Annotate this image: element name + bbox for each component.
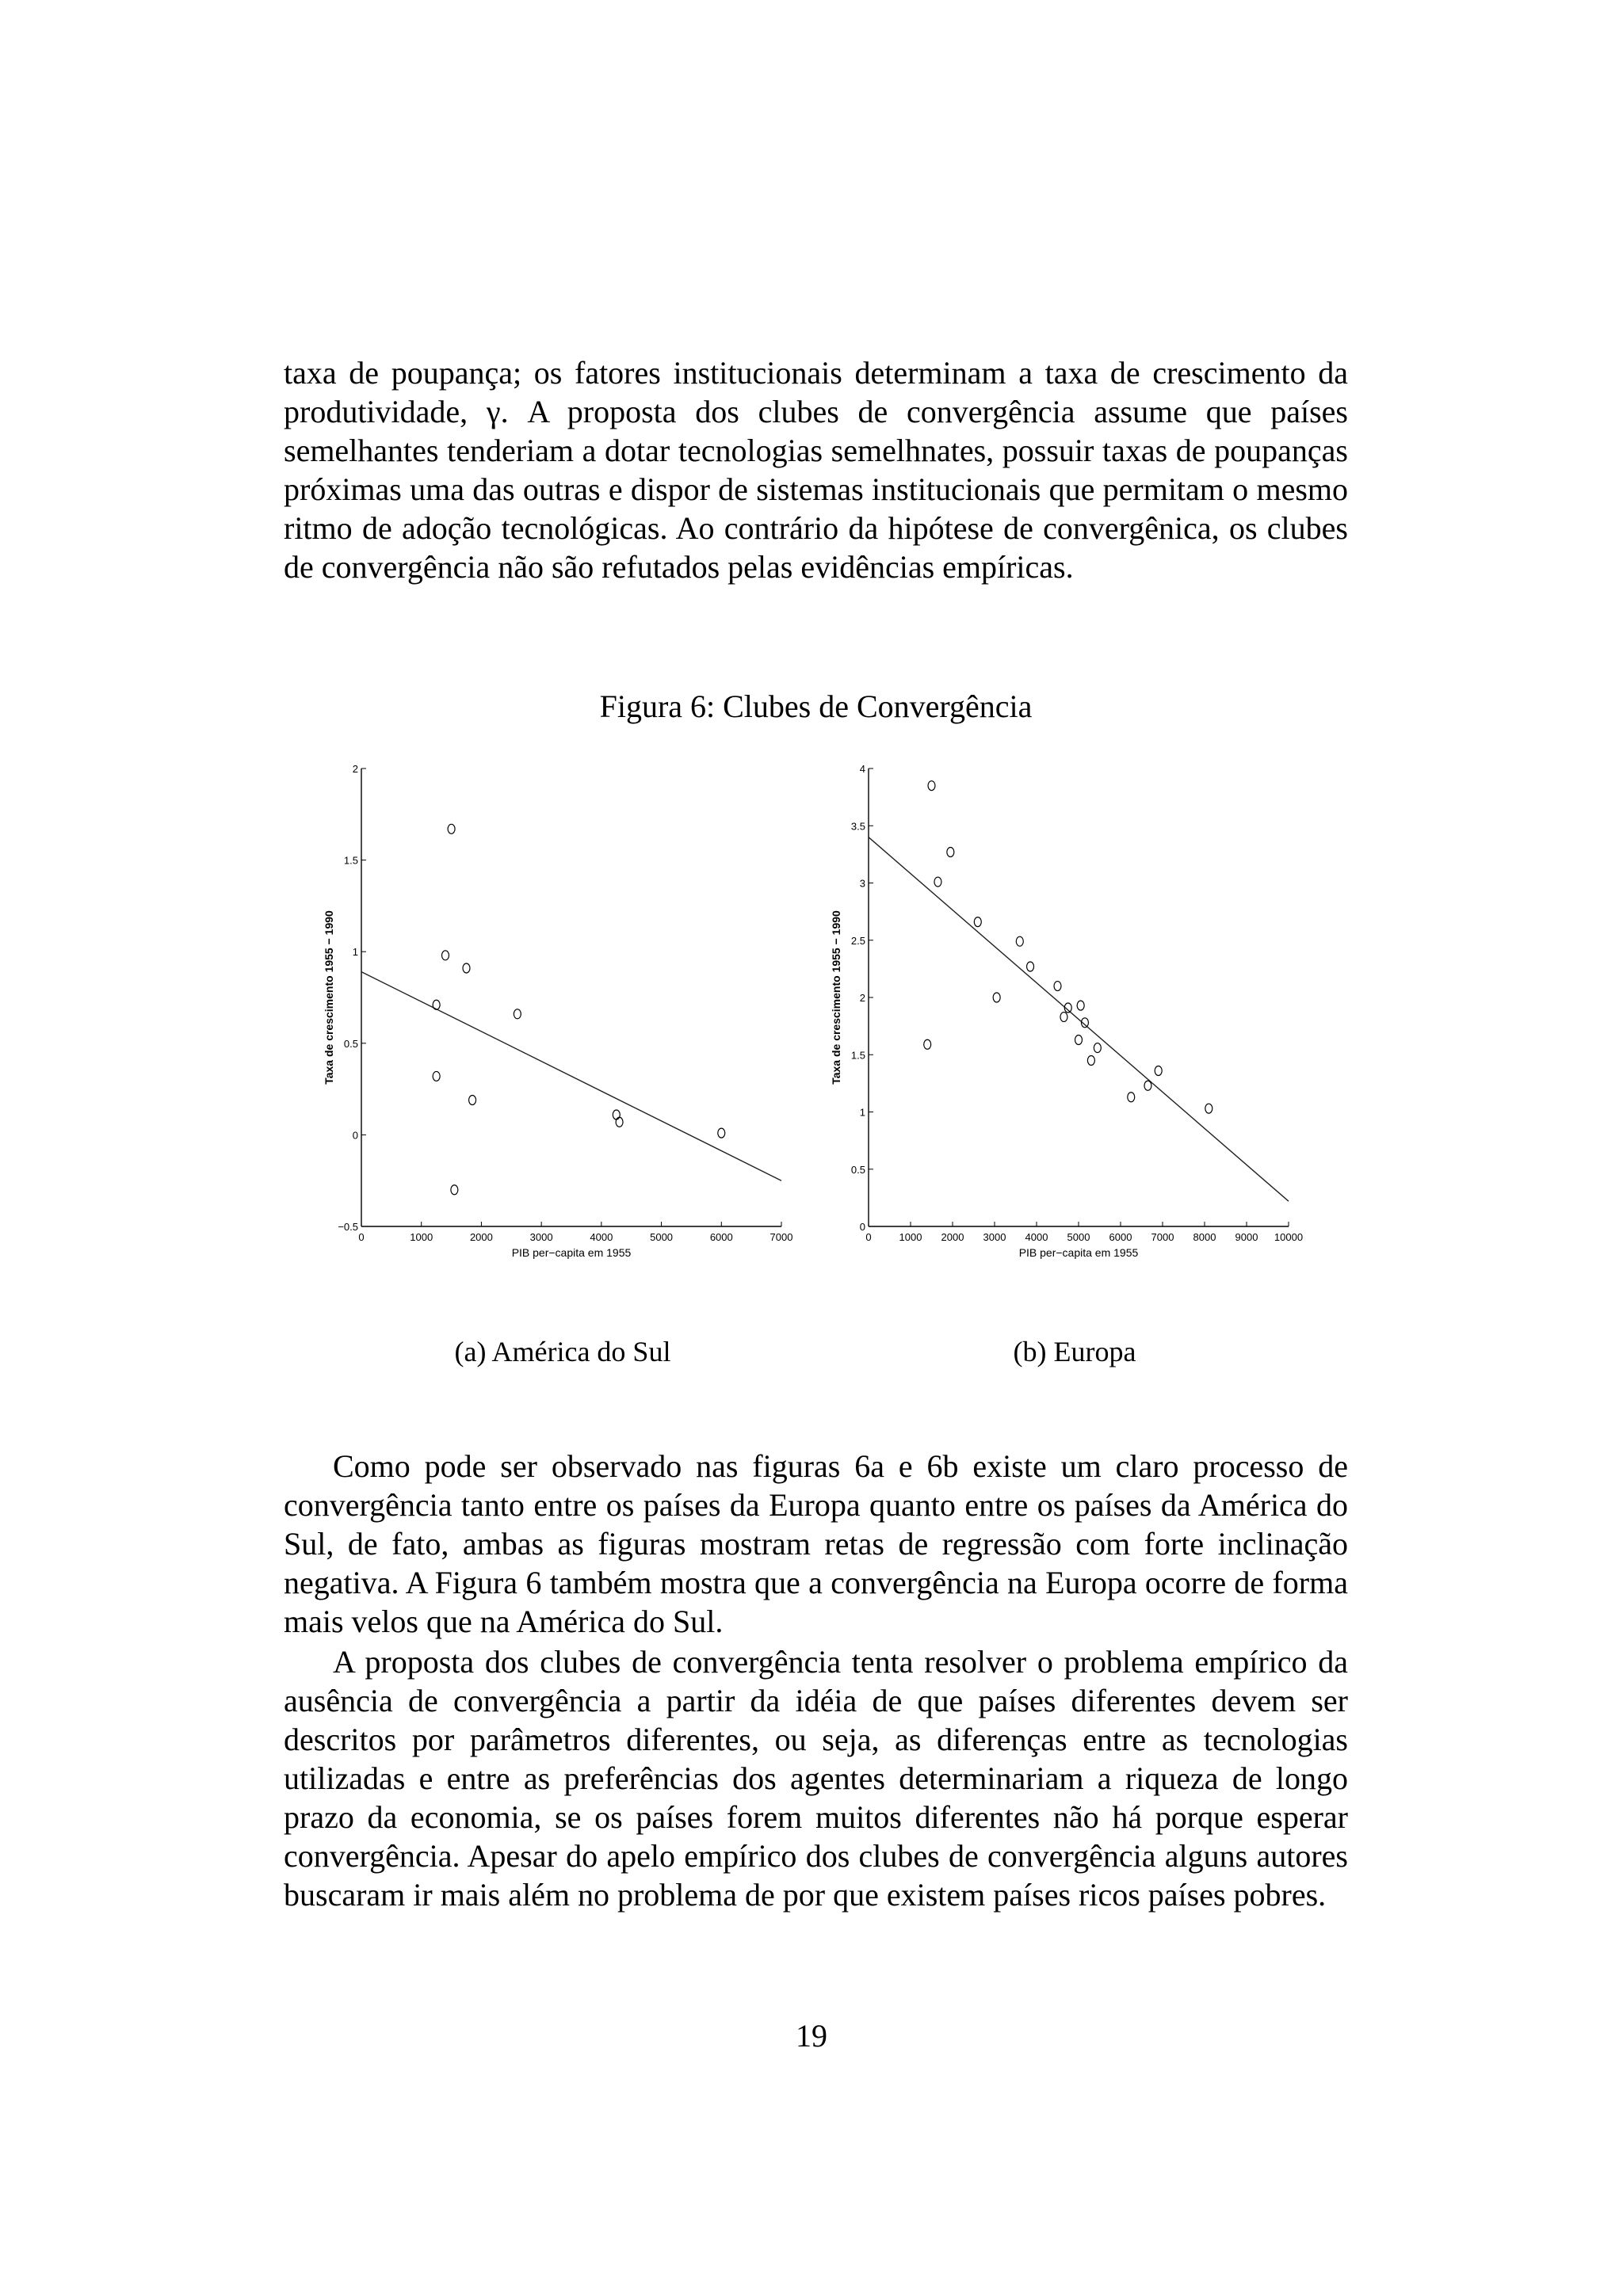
x-tick-label: 6000	[709, 1231, 733, 1243]
data-point	[1087, 1055, 1094, 1065]
data-point	[934, 877, 941, 887]
paragraph-observation-text: Como pode ser observado nas figuras 6a e 6b existe um claro processo de convergência tanto entre os países da Europa quanto entre os países da América do Sul, de fato, ambas as figuras mostram retas de regressão com forte inclinação negativa. A Figura 6 também mostra que a convergência na Europa ocorre de forma mais velos que na América do Sul.	[284, 1448, 1348, 1639]
data-point	[1094, 1043, 1101, 1053]
y-tick-label: −0.5	[338, 1221, 358, 1233]
chart-europa	[824, 757, 1316, 1311]
subcaption-a: (a) América do Sul	[454, 1336, 671, 1367]
x-tick-label: 2000	[469, 1231, 493, 1243]
subcaption-b: (b) Europa	[1013, 1336, 1136, 1367]
y-tick-label: 3	[859, 877, 865, 890]
data-point	[1054, 982, 1061, 991]
data-point	[433, 1071, 440, 1081]
data-point	[1075, 1035, 1083, 1044]
y-tick-label: 2	[352, 763, 358, 775]
data-point	[947, 847, 954, 856]
data-point	[1128, 1093, 1135, 1102]
data-point	[1205, 1104, 1212, 1113]
data-point	[924, 1039, 931, 1049]
y-tick-label: 0.5	[850, 1163, 865, 1176]
data-point	[448, 824, 455, 833]
data-point	[1144, 1081, 1151, 1090]
y-tick-label: 2.5	[850, 934, 865, 947]
x-tick-label: 10000	[1274, 1231, 1304, 1243]
x-tick-label: 8000	[1193, 1231, 1216, 1243]
chart-america-do-sul	[317, 757, 808, 1311]
data-point	[718, 1128, 725, 1138]
paragraph-intro-text: taxa de poupança; os fatores institucionais determinam a taxa de crescimento da produtividade, γ. A proposta dos clubes de convergência assume que países semelhantes tenderiam a dotar tecnologias semelhnates, possuir taxas de poupanças próximas uma das outras e dispor de sistemas institucionais que permitam o mesmo ritmo de adoção tecnológicas. Ao contrário da hipótese de convergênica, os clubes de convergência não são refutados pelas evidências empíricas.	[284, 355, 1348, 585]
x-tick-label: 2000	[941, 1231, 964, 1243]
x-tick-label: 0	[865, 1231, 872, 1243]
x-tick-label: 0	[358, 1231, 365, 1243]
x-tick-label: 3000	[529, 1231, 553, 1243]
paragraph-clubs-text: A proposta dos clubes de convergência tenta resolver o problema empírico da ausência de convergência a partir da idéia de que países diferentes devem ser descritos por parâmetros diferentes, ou seja, as diferenças entre as tecnologias utilizadas e entre as preferências dos agentes determinariam a riqueza de longo prazo da economia, se os países forem muitos diferentes não há porque esperar convergência. Apesar do apelo empírico dos clubes de convergência alguns autores buscaram ir mais além no problema de por que existem países ricos países pobres.	[284, 1644, 1348, 1913]
y-tick-label: 1.5	[343, 854, 358, 867]
data-point	[451, 1185, 458, 1195]
data-point	[993, 993, 1000, 1002]
data-point	[613, 1110, 620, 1119]
data-point	[1060, 1013, 1067, 1022]
data-point	[514, 1009, 521, 1019]
x-tick-label: 9000	[1235, 1231, 1258, 1243]
data-point	[616, 1117, 623, 1127]
x-tick-label: 4000	[590, 1231, 613, 1243]
data-point	[1155, 1066, 1162, 1075]
data-point	[433, 1000, 440, 1009]
y-axis-label: Taxa de crescimento 1955 − 1990	[830, 910, 842, 1085]
y-tick-label: 0.5	[343, 1037, 358, 1050]
y-axis-label: Taxa de crescimento 1955 − 1990	[323, 910, 335, 1085]
data-point	[1027, 962, 1034, 971]
y-tick-label: 2	[859, 992, 865, 1004]
data-point	[1016, 936, 1023, 946]
y-tick-label: 4	[859, 763, 865, 775]
y-tick-label: 3.5	[850, 820, 865, 833]
x-axis-label: PIB per−capita em 1955	[1018, 1246, 1139, 1259]
paragraph-intro	[284, 353, 1348, 586]
x-tick-label: 7000	[1151, 1231, 1174, 1243]
y-tick-label: 1	[859, 1106, 865, 1119]
paragraph-clubs	[284, 1642, 1348, 1914]
x-tick-label: 5000	[650, 1231, 674, 1243]
x-tick-label: 6000	[1109, 1231, 1132, 1243]
y-tick-label: 0	[859, 1221, 865, 1233]
data-point	[463, 963, 470, 973]
regression-line	[869, 837, 1289, 1202]
x-tick-label: 1000	[410, 1231, 433, 1243]
page-number: 19	[796, 2018, 827, 2054]
data-point	[928, 781, 935, 791]
x-tick-label: 5000	[1067, 1231, 1090, 1243]
x-axis-label: PIB per−capita em 1955	[511, 1246, 632, 1259]
x-tick-label: 7000	[769, 1231, 793, 1243]
x-tick-label: 1000	[899, 1231, 922, 1243]
regression-line	[361, 972, 781, 1181]
y-tick-label: 1.5	[850, 1049, 865, 1062]
x-tick-label: 4000	[1025, 1231, 1048, 1243]
y-tick-label: 1	[352, 946, 358, 959]
figure-caption: Figura 6: Clubes de Convergência	[599, 688, 1033, 724]
y-tick-label: 0	[352, 1129, 358, 1142]
x-tick-label: 3000	[983, 1231, 1006, 1243]
data-point	[1077, 1001, 1084, 1010]
data-point	[442, 951, 449, 960]
data-point	[974, 917, 981, 927]
data-point	[469, 1095, 476, 1104]
paragraph-observation	[284, 1447, 1348, 1641]
